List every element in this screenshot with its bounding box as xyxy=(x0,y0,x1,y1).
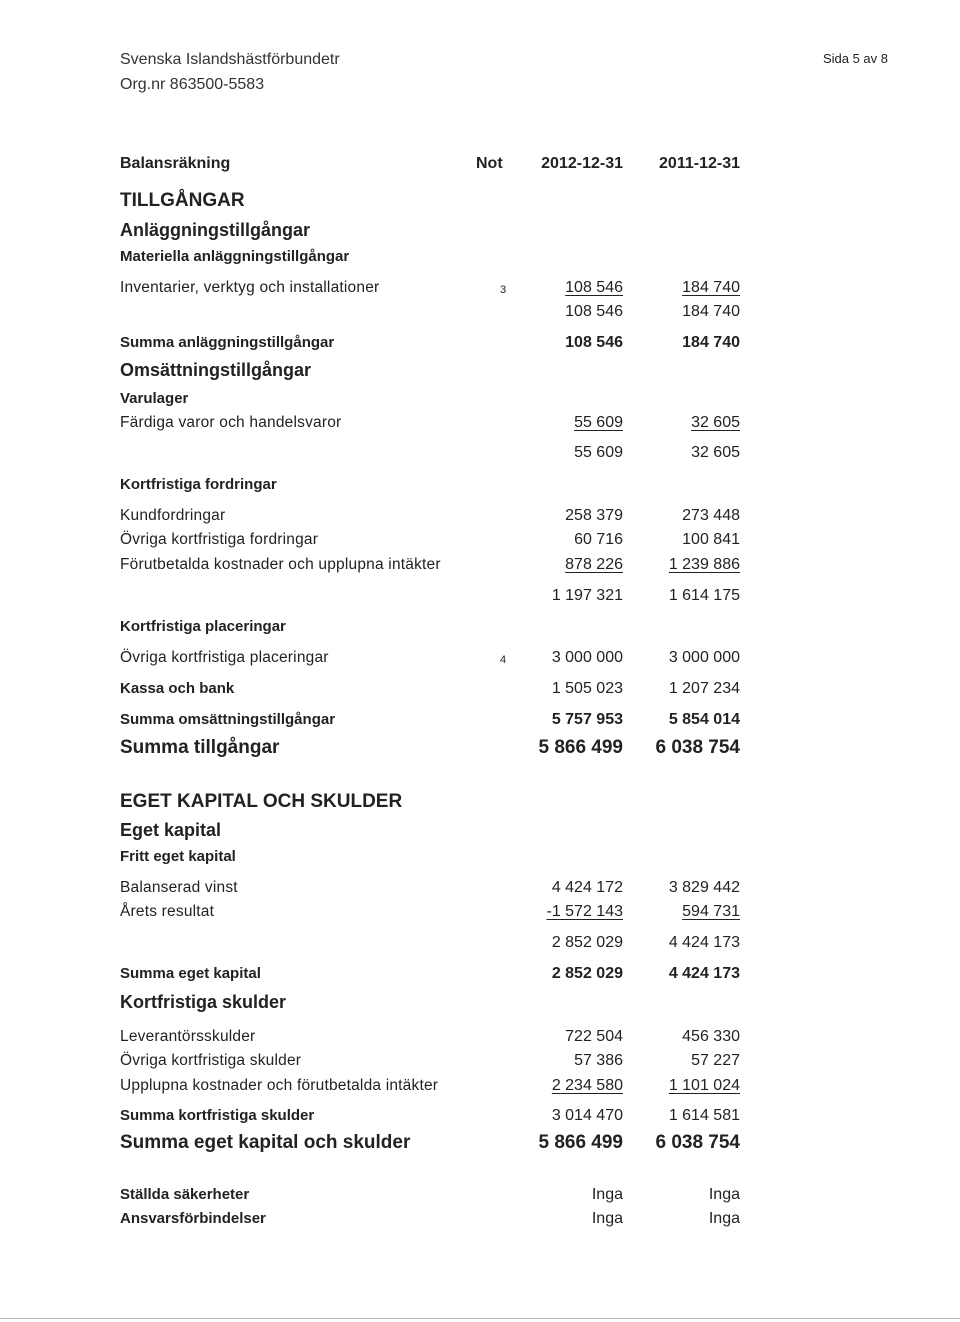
value-inventory-2012: 108 546 xyxy=(565,279,623,296)
value-prepaid-2012: 878 226 xyxy=(565,556,623,573)
value-other-liabilities-2012: 57 386 xyxy=(574,1052,623,1069)
subtotal-stock-2011: 32 605 xyxy=(691,444,740,461)
subtotal-receivables-2012: 1 197 321 xyxy=(551,587,623,604)
note-ref-3: 3 xyxy=(500,284,507,296)
row-label-suppliers: Leverantörsskulder xyxy=(120,1028,256,1045)
value-other-receivables-2012: 60 716 xyxy=(574,531,623,548)
row-label-result: Årets resultat xyxy=(120,903,215,920)
row-label-pledged: Ställda säkerheter xyxy=(120,1186,250,1203)
value-other-receivables-2011: 100 841 xyxy=(682,531,740,548)
value-other-liabilities-2011: 57 227 xyxy=(691,1052,740,1069)
page-number: Sida 5 av 8 xyxy=(822,51,888,66)
value-goods-2012: 55 609 xyxy=(574,414,623,431)
value-other-investments-2011: 3 000 000 xyxy=(668,649,740,666)
scan-edge-line xyxy=(0,1318,960,1319)
value-contingent-2012: Inga xyxy=(591,1210,623,1227)
column-header-2012: 2012-12-31 xyxy=(541,155,623,172)
organization-name: Svenska Islandshästförbundetr xyxy=(120,51,340,68)
subtotal-free-equity-2012: 2 852 029 xyxy=(551,934,623,951)
section-title-equity-liabilities: EGET KAPITAL OCH SKULDER xyxy=(120,791,403,812)
value-other-investments-2012: 3 000 000 xyxy=(551,649,623,666)
row-label-total-assets: Summa tillgångar xyxy=(120,737,280,758)
row-label-other-investments: Övriga kortfristiga placeringar xyxy=(120,649,329,666)
value-customers-2012: 258 379 xyxy=(565,507,623,524)
section-title-fixed-assets: Anläggningstillgångar xyxy=(120,220,311,240)
value-retained-2011: 3 829 442 xyxy=(668,879,740,896)
subtotal-stock-2012: 55 609 xyxy=(574,444,623,461)
value-goods-2011: 32 605 xyxy=(691,414,740,431)
section-title-assets: TILLGÅNGAR xyxy=(120,190,245,211)
subsection-title-free-equity: Fritt eget kapital xyxy=(120,848,236,865)
section-title-current-assets: Omsättningstillgångar xyxy=(120,360,312,380)
row-label-prepaid: Förutbetalda kostnader och upplupna intäkter xyxy=(120,556,441,573)
value-pledged-2011: Inga xyxy=(708,1186,740,1203)
value-equity-sum-2011: 4 424 173 xyxy=(668,965,740,982)
section-title-equity: Eget kapital xyxy=(120,820,222,840)
row-label-customers: Kundfordringar xyxy=(120,507,226,524)
subtotal-free-equity-2011: 4 424 173 xyxy=(668,934,740,951)
note-ref-4: 4 xyxy=(500,654,507,666)
value-suppliers-2012: 722 504 xyxy=(565,1028,623,1045)
value-cash-2012: 1 505 023 xyxy=(551,680,623,697)
value-total-assets-2011: 6 038 754 xyxy=(655,737,740,758)
row-label-current-sum: Summa omsättningstillgångar xyxy=(120,711,336,728)
row-label-retained: Balanserad vinst xyxy=(120,879,238,896)
value-fixed-sum-2012: 108 546 xyxy=(565,334,623,351)
row-label-contingent: Ansvarsförbindelser xyxy=(120,1210,266,1227)
value-result-2012: -1 572 143 xyxy=(546,903,623,920)
value-retained-2012: 4 424 172 xyxy=(551,879,623,896)
value-inventory-2011: 184 740 xyxy=(682,279,740,296)
value-total-assets-2012: 5 866 499 xyxy=(538,737,623,758)
subtotal-tangible-2012: 108 546 xyxy=(565,303,623,320)
value-fixed-sum-2011: 184 740 xyxy=(682,334,740,351)
subsection-title-tangible: Materiella anläggningstillgångar xyxy=(120,248,350,265)
row-label-goods: Färdiga varor och handelsvaror xyxy=(120,414,342,431)
value-total-equity-liabilities-2012: 5 866 499 xyxy=(538,1132,623,1153)
subsection-title-receivables: Kortfristiga fordringar xyxy=(120,476,277,493)
value-contingent-2011: Inga xyxy=(708,1210,740,1227)
value-short-sum-2011: 1 614 581 xyxy=(668,1107,740,1124)
column-header-2011: 2011-12-31 xyxy=(659,155,740,172)
organization-number: Org.nr 863500-5583 xyxy=(120,76,265,93)
subsection-title-stock: Varulager xyxy=(120,390,189,407)
subtotal-tangible-2011: 184 740 xyxy=(682,303,740,320)
statement-title: Balansräkning xyxy=(120,155,231,172)
value-accrued-2012: 2 234 580 xyxy=(551,1077,623,1094)
value-cash-2011: 1 207 234 xyxy=(668,680,740,697)
row-label-other-liabilities: Övriga kortfristiga skulder xyxy=(120,1052,302,1069)
value-total-equity-liabilities-2011: 6 038 754 xyxy=(655,1132,740,1153)
row-label-inventory: Inventarier, verktyg och installationer xyxy=(120,279,380,296)
section-title-short-liabilities: Kortfristiga skulder xyxy=(120,992,287,1012)
row-label-short-sum: Summa kortfristiga skulder xyxy=(120,1107,315,1124)
value-suppliers-2011: 456 330 xyxy=(682,1028,740,1045)
row-label-fixed-sum: Summa anläggningstillgångar xyxy=(120,334,335,351)
subtotal-receivables-2011: 1 614 175 xyxy=(668,587,740,604)
row-label-equity-sum: Summa eget kapital xyxy=(120,965,261,982)
row-label-cash: Kassa och bank xyxy=(120,680,235,697)
value-customers-2011: 273 448 xyxy=(682,507,740,524)
value-result-2011: 594 731 xyxy=(682,903,740,920)
value-current-sum-2012: 5 757 953 xyxy=(551,711,623,728)
note-column-header: Not xyxy=(476,155,503,172)
value-current-sum-2011: 5 854 014 xyxy=(668,711,740,728)
row-label-total-equity-liabilities: Summa eget kapital och skulder xyxy=(120,1132,411,1153)
row-label-other-receivables: Övriga kortfristiga fordringar xyxy=(120,531,319,548)
value-prepaid-2011: 1 239 886 xyxy=(668,556,740,573)
value-pledged-2012: Inga xyxy=(591,1186,623,1203)
subsection-title-investments: Kortfristiga placeringar xyxy=(120,618,286,635)
value-accrued-2011: 1 101 024 xyxy=(668,1077,740,1094)
value-equity-sum-2012: 2 852 029 xyxy=(551,965,623,982)
row-label-accrued: Upplupna kostnader och förutbetalda intäkter xyxy=(120,1077,439,1094)
value-short-sum-2012: 3 014 470 xyxy=(551,1107,623,1124)
